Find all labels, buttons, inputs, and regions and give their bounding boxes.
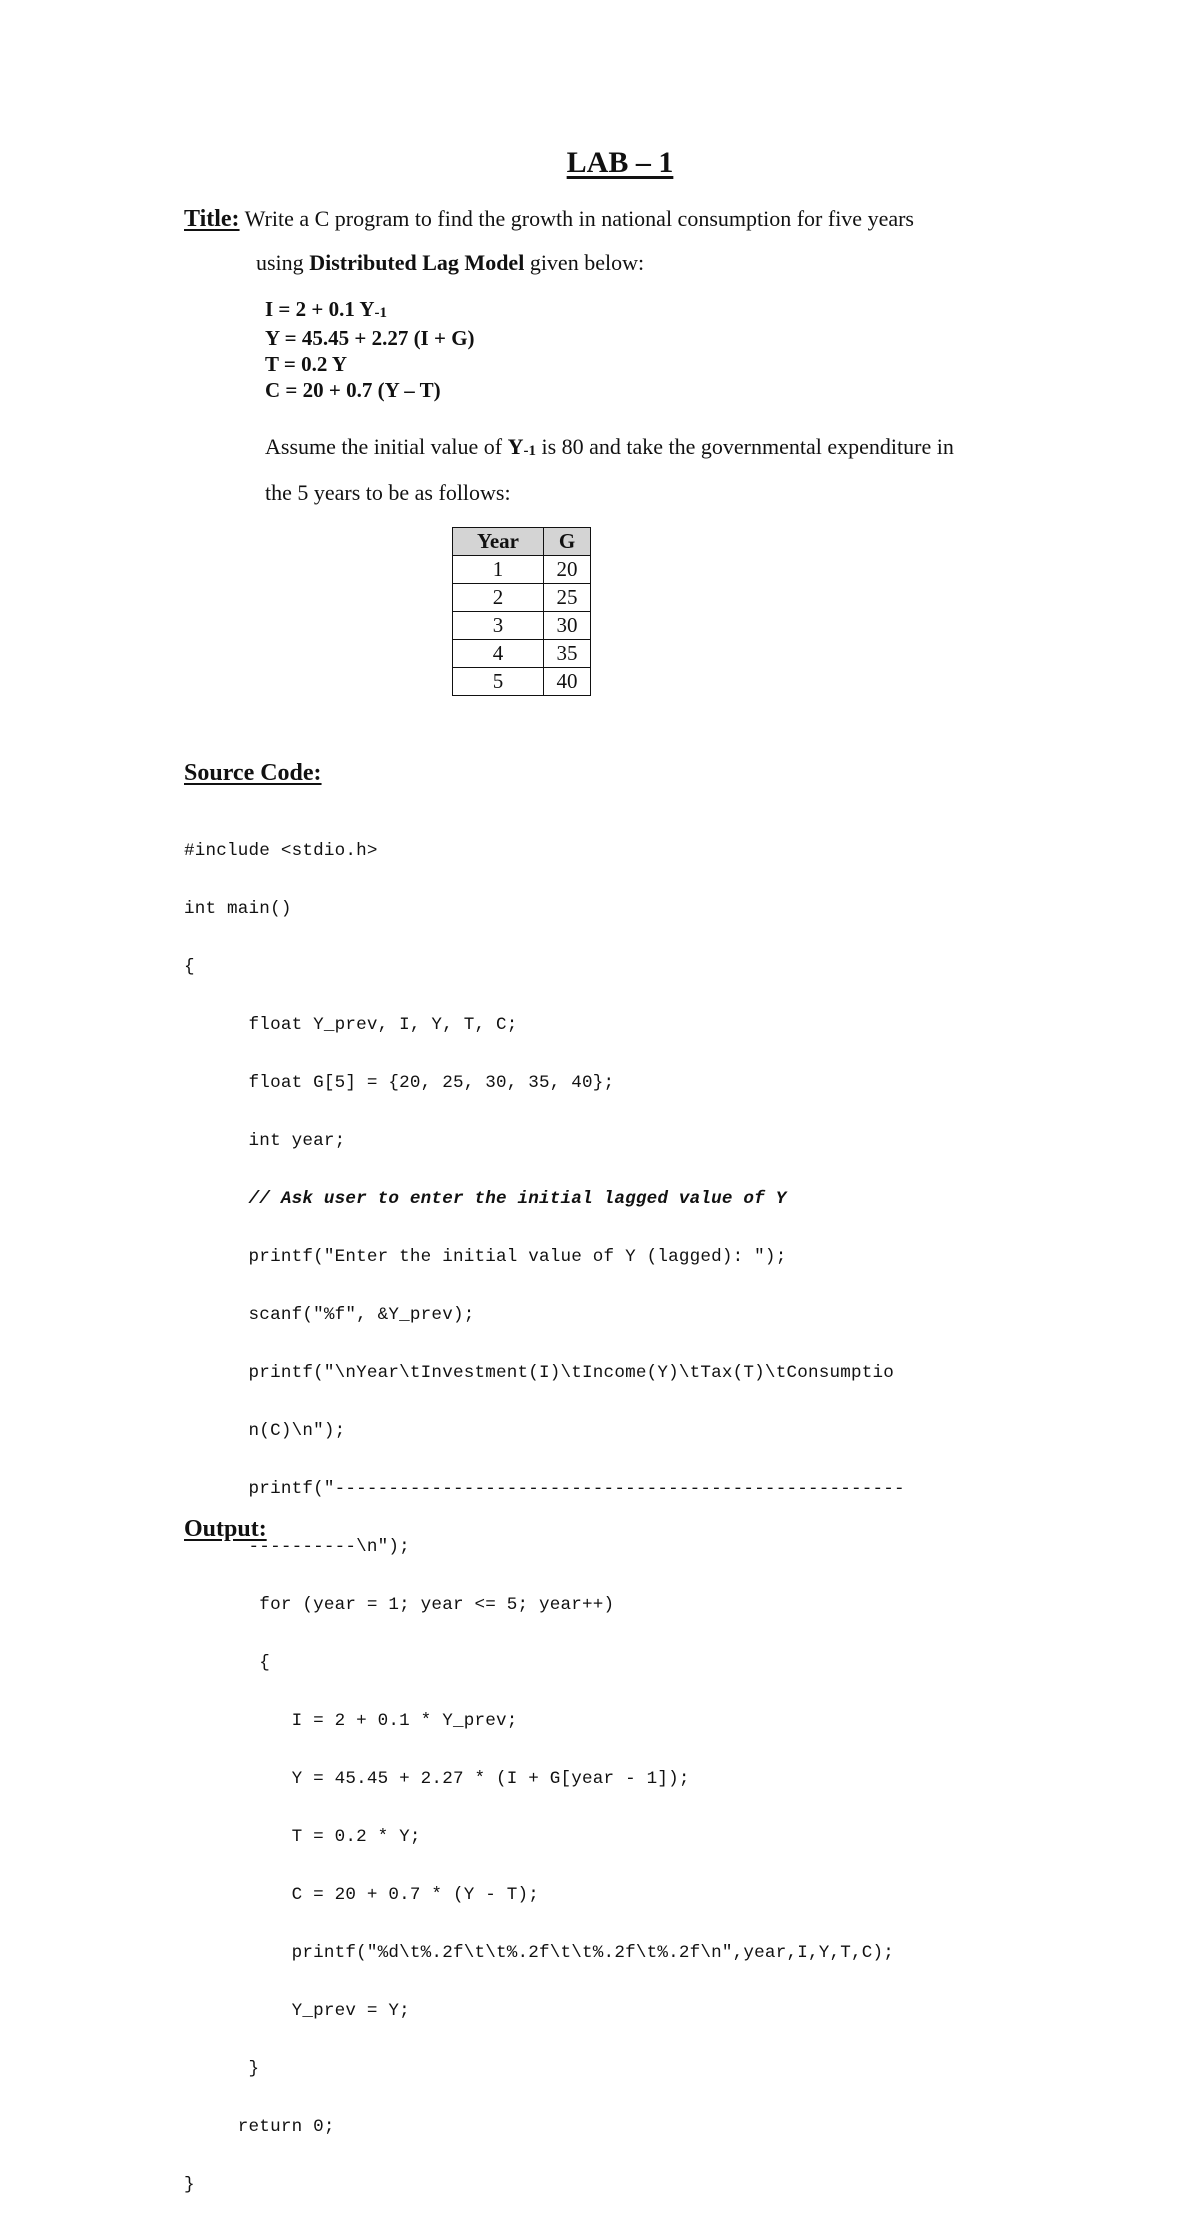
code-line: #include <stdio.h> xyxy=(184,841,378,861)
title-text: Write a C program to find the growth in national consumption for five years xyxy=(244,206,914,231)
source-code-heading: Source Code: xyxy=(184,760,322,786)
code-line: printf("Enter the initial value of Y (lagged): "); xyxy=(184,1247,787,1267)
code-line: ----------\n"); xyxy=(184,1537,410,1557)
table-row: 5 40 xyxy=(453,668,591,696)
code-line: n(C)\n"); xyxy=(184,1421,346,1441)
code-line: for (year = 1; year <= 5; year++) xyxy=(184,1595,615,1615)
table-header-year: Year xyxy=(453,528,544,556)
table-row: 4 35 xyxy=(453,640,591,668)
code-line: float G[5] = {20, 25, 30, 35, 40}; xyxy=(184,1073,615,1093)
code-line: I = 2 + 0.1 * Y_prev; xyxy=(184,1711,518,1731)
code-line: T = 0.2 * Y; xyxy=(184,1827,421,1847)
table-row: 3 30 xyxy=(453,612,591,640)
code-line: C = 20 + 0.7 * (Y - T); xyxy=(184,1885,540,1905)
code-line: return 0; xyxy=(184,2117,335,2137)
code-line: float Y_prev, I, Y, T, C; xyxy=(184,1015,518,1035)
table-header-row xyxy=(453,528,591,556)
output-heading: Output: xyxy=(184,1516,267,1542)
code-comment-line: // Ask user to enter the initial lagged value of Y xyxy=(184,1189,787,1209)
code-line: printf("%d\t%.2f\t\t%.2f\t\t%.2f\t%.2f\n",year,I,Y,T,C); xyxy=(184,1943,895,1963)
using-prefix: using xyxy=(256,250,310,275)
equation-income: Y = 45.45 + 2.27 (I + G) xyxy=(265,326,475,350)
code-line: printf("----------------------------------------------------- xyxy=(184,1479,905,1499)
code-line: { xyxy=(184,1653,271,1673)
model-line xyxy=(256,250,644,276)
code-line: Y_prev = Y; xyxy=(184,2001,410,2021)
code-line: printf("\nYear\tInvestment(I)\tIncome(Y)\tTax(T)\tConsumptio xyxy=(184,1363,895,1383)
assume-line-2: the 5 years to be as follows: xyxy=(265,480,511,505)
equation-tax: T = 0.2 Y xyxy=(265,352,347,376)
table-header-g: G xyxy=(544,528,591,556)
code-line: int year; xyxy=(184,1131,346,1151)
title-label: Title: xyxy=(184,206,240,232)
code-line: } xyxy=(184,2059,260,2079)
model-name: Distributed Lag Model xyxy=(309,250,525,275)
expenditure-table xyxy=(452,527,591,696)
equation-consumption: C = 20 + 0.7 (Y – T) xyxy=(265,378,441,402)
code-line: Y = 45.45 + 2.27 * (I + G[year - 1]); xyxy=(184,1769,690,1789)
code-line: { xyxy=(184,957,195,977)
code-line: scanf("%f", &Y_prev); xyxy=(184,1305,475,1325)
code-block xyxy=(184,808,905,2229)
equations-block xyxy=(265,296,475,403)
table-row: 2 25 xyxy=(453,584,591,612)
using-suffix: given below: xyxy=(524,250,645,275)
table-row: 1 20 xyxy=(453,556,591,584)
code-line: } xyxy=(184,2175,195,2195)
assume-var: $Y_{-1}$ xyxy=(507,434,536,459)
assume-line-1: Assume the initial value of $Y_{-1}$ is 80 and take the governmental expenditure in xyxy=(265,434,954,459)
equation-investment: I = 2 + 0.1 $Y_{-1}$ xyxy=(265,297,387,321)
code-line: int main() xyxy=(184,899,292,919)
title-line xyxy=(184,206,914,232)
lab-title: LAB – 1 xyxy=(566,146,674,179)
